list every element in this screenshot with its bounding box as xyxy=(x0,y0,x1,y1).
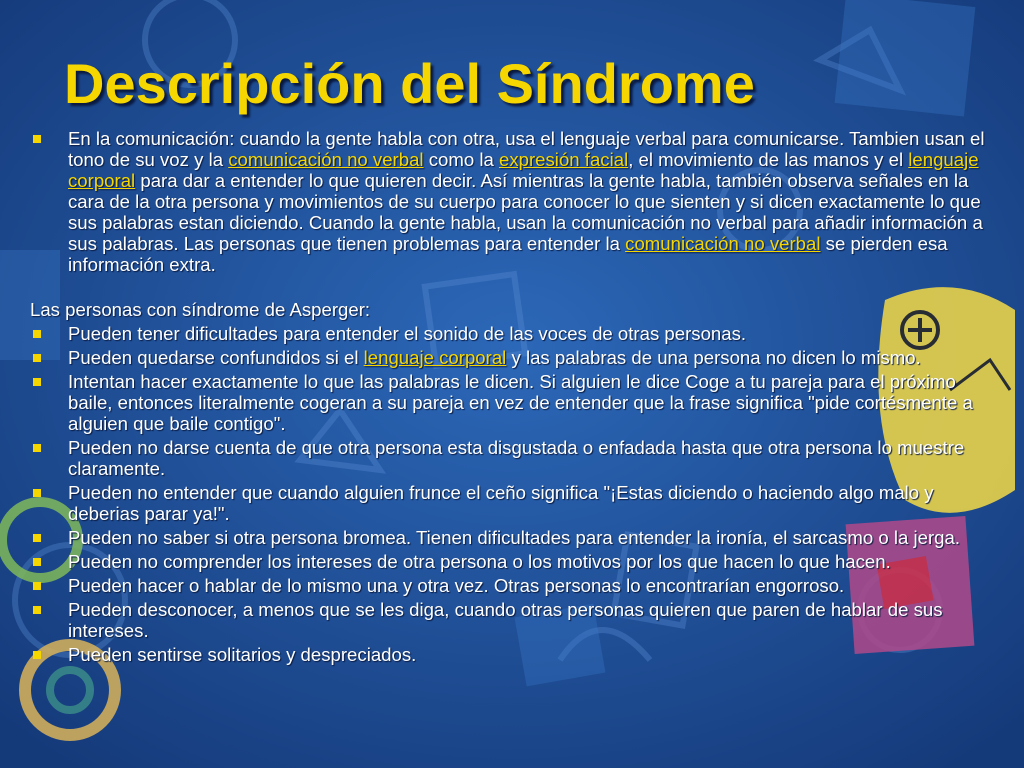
list-item-text: Pueden no darse cuenta de que otra persona esta disgustada o enfadada hasta que otra persona lo muestre claramente. xyxy=(68,437,965,479)
bullet-icon xyxy=(33,354,41,362)
list-item xyxy=(30,347,990,368)
bullet-icon xyxy=(33,378,41,386)
bullet-icon xyxy=(33,534,41,542)
list-item-text: Pueden no comprender los intereses de otra persona o los motivos por los que hacen lo que hacen. xyxy=(68,551,891,572)
list-item-text: Intentan hacer exactamente lo que las palabras le dicen. Si alguien le dice Coge a tu pareja para el próximo baile, entonces literalmente cogeran a su pareja en vez de entender que la frase significa "pide cortésmente a alguien que baile contigo". xyxy=(68,371,973,434)
list-item-text: Pueden sentirse solitarios y despreciados. xyxy=(68,644,417,665)
bullet-icon xyxy=(33,606,41,614)
list-item-text: y las palabras de una persona no dicen lo mismo. xyxy=(506,347,921,368)
bullet-icon xyxy=(33,330,41,338)
list-item-text: Pueden desconocer, a menos que se les diga, cuando otras personas quieren que paren de hablar de sus intereses. xyxy=(68,599,943,641)
link-comunicacion-no-verbal-2[interactable]: comunicación no verbal xyxy=(625,233,821,254)
link-comunicacion-no-verbal[interactable]: comunicación no verbal xyxy=(228,149,424,170)
intro-text-2: como la xyxy=(423,149,499,170)
bullet-intro xyxy=(30,128,990,275)
list-item xyxy=(30,323,990,344)
list-item-text: Pueden no saber si otra persona bromea. Tienen dificultades para entender la ironía, el sarcasmo o la jerga. xyxy=(68,527,961,548)
intro-text-5: se pierden esa información extra. xyxy=(68,233,948,275)
list-item-text: Pueden tener dificultades para entender el sonido de las voces de otras personas. xyxy=(68,323,747,344)
bullet-icon xyxy=(33,651,41,659)
subheading: Las personas con síndrome de Asperger: xyxy=(30,299,371,320)
list-item-text: Pueden hacer o hablar de lo mismo una y otra vez. Otras personas lo encontrarían engorroso. xyxy=(68,575,845,596)
spacer xyxy=(30,278,990,299)
link-lenguaje-corporal[interactable]: lenguaje corporal xyxy=(68,149,979,191)
slide-content xyxy=(30,128,990,668)
bullet-icon xyxy=(33,582,41,590)
link-lenguaje-corporal-2[interactable]: lenguaje corporal xyxy=(363,347,507,368)
list-item xyxy=(30,551,990,572)
intro-text-3: , el movimiento de las manos y el xyxy=(628,149,909,170)
list-item xyxy=(30,371,990,434)
link-expresion-facial[interactable]: expresión facial xyxy=(499,149,629,170)
bullet-icon xyxy=(33,135,41,143)
list-item xyxy=(30,482,990,524)
bullet-icon xyxy=(33,489,41,497)
list-item xyxy=(30,644,990,665)
bullet-icon xyxy=(33,444,41,452)
list-item xyxy=(30,599,990,641)
intro-text-1: En la comunicación: cuando la gente habla con otra, usa el lenguaje verbal para comunicarse. Tambien usan el tono de su voz y la xyxy=(68,128,985,170)
list-item-text: Pueden quedarse confundidos si el xyxy=(68,347,364,368)
list-item xyxy=(30,437,990,479)
intro-text-4: para dar a entender lo que quieren decir. Así mientras la gente habla, también observa señales en la cara de la otra persona y movimientos de su cuerpo para conocer lo que sienten y si dicen exactamente lo que sus palabras estan diciendo. Cuando la gente habla, usan la comunicación no verbal para añadir información a sus palabras. Las personas que tienen problemas para entender la xyxy=(68,170,983,254)
list-item xyxy=(30,575,990,596)
bullet-icon xyxy=(33,558,41,566)
slide-title: Descripción del Síndrome xyxy=(64,52,755,115)
list-item xyxy=(30,527,990,548)
list-item-text: Pueden no entender que cuando alguien frunce el ceño significa "¡Estas diciendo o haciendo algo malo y deberias parar ya!". xyxy=(68,482,934,524)
